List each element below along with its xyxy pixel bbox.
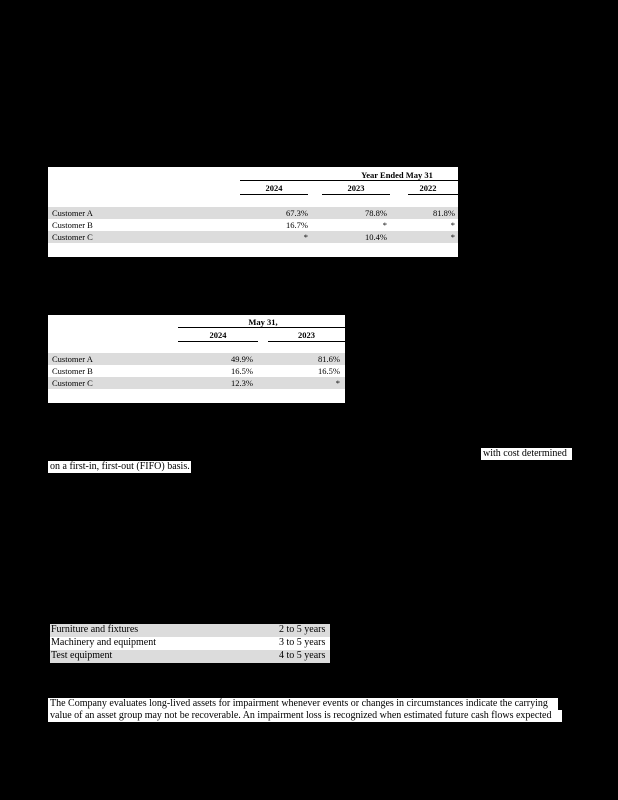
table-row bbox=[48, 207, 458, 219]
cell-value: * bbox=[382, 220, 387, 230]
table-row bbox=[48, 353, 345, 365]
table-row bbox=[48, 377, 345, 389]
impairment-text-line: value of an asset group may not be recoverable. An impairment loss is recognized when estimated future cash flows expected bbox=[48, 710, 562, 722]
row-label: Test equipment bbox=[51, 650, 113, 661]
cell-value: 4 to 5 years bbox=[279, 650, 326, 661]
cell-value: * bbox=[450, 220, 455, 230]
table-row bbox=[50, 624, 330, 637]
year-header: 2022 bbox=[419, 183, 437, 193]
year-rule bbox=[268, 341, 345, 342]
cell-value: 81.8% bbox=[433, 208, 455, 218]
table-row bbox=[50, 637, 330, 650]
row-label: Customer C bbox=[52, 378, 93, 388]
row-label: Customer B bbox=[52, 220, 93, 230]
year-header: 2023 bbox=[347, 183, 365, 193]
row-label: Machinery and equipment bbox=[51, 637, 156, 648]
inventory-text-fragment: with cost determined bbox=[481, 448, 572, 460]
year-header: 2024 bbox=[265, 183, 283, 193]
cell-value: 12.3% bbox=[231, 378, 253, 388]
cell-value: 81.6% bbox=[318, 354, 340, 364]
year-rule bbox=[240, 194, 308, 195]
year-header: 2023 bbox=[298, 330, 315, 340]
cell-value: 2 to 5 years bbox=[279, 624, 326, 635]
header-rule bbox=[178, 327, 345, 328]
year-rule bbox=[178, 341, 258, 342]
cell-value: * bbox=[303, 232, 308, 242]
receivables-concentration-table bbox=[48, 315, 345, 403]
cell-value: 67.3% bbox=[286, 208, 308, 218]
table-row bbox=[48, 365, 345, 377]
year-header: 2024 bbox=[209, 330, 227, 340]
year-rule bbox=[408, 194, 458, 195]
row-label: Customer B bbox=[52, 366, 93, 376]
inventory-text-line: on a first-in, first-out (FIFO) basis. bbox=[50, 461, 190, 472]
row-label: Customer A bbox=[52, 354, 93, 364]
cell-value: * bbox=[335, 378, 340, 388]
row-label: Customer A bbox=[52, 208, 93, 218]
table-group-header: Year Ended May 31 bbox=[361, 170, 433, 180]
cell-value: 49.9% bbox=[231, 354, 253, 364]
cell-value: 16.7% bbox=[286, 220, 308, 230]
year-rule bbox=[322, 194, 390, 195]
table-row bbox=[50, 650, 330, 663]
row-label: Customer C bbox=[52, 232, 93, 242]
cell-value: 3 to 5 years bbox=[279, 637, 326, 648]
table-row bbox=[48, 219, 458, 231]
cell-value: 16.5% bbox=[318, 366, 340, 376]
cell-value: 16.5% bbox=[231, 366, 253, 376]
impairment-text-line: The Company evaluates long-lived assets for impairment whenever events or changes in circumstances indicate the carrying bbox=[48, 698, 558, 710]
table-group-header: May 31, bbox=[248, 317, 278, 327]
revenue-concentration-table bbox=[48, 167, 458, 257]
cell-value: * bbox=[450, 232, 455, 242]
header-rule bbox=[240, 180, 458, 181]
cell-value: 10.4% bbox=[365, 232, 387, 242]
cell-value: 78.8% bbox=[365, 208, 387, 218]
table-row bbox=[48, 231, 458, 243]
row-label: Furniture and fixtures bbox=[51, 624, 139, 635]
